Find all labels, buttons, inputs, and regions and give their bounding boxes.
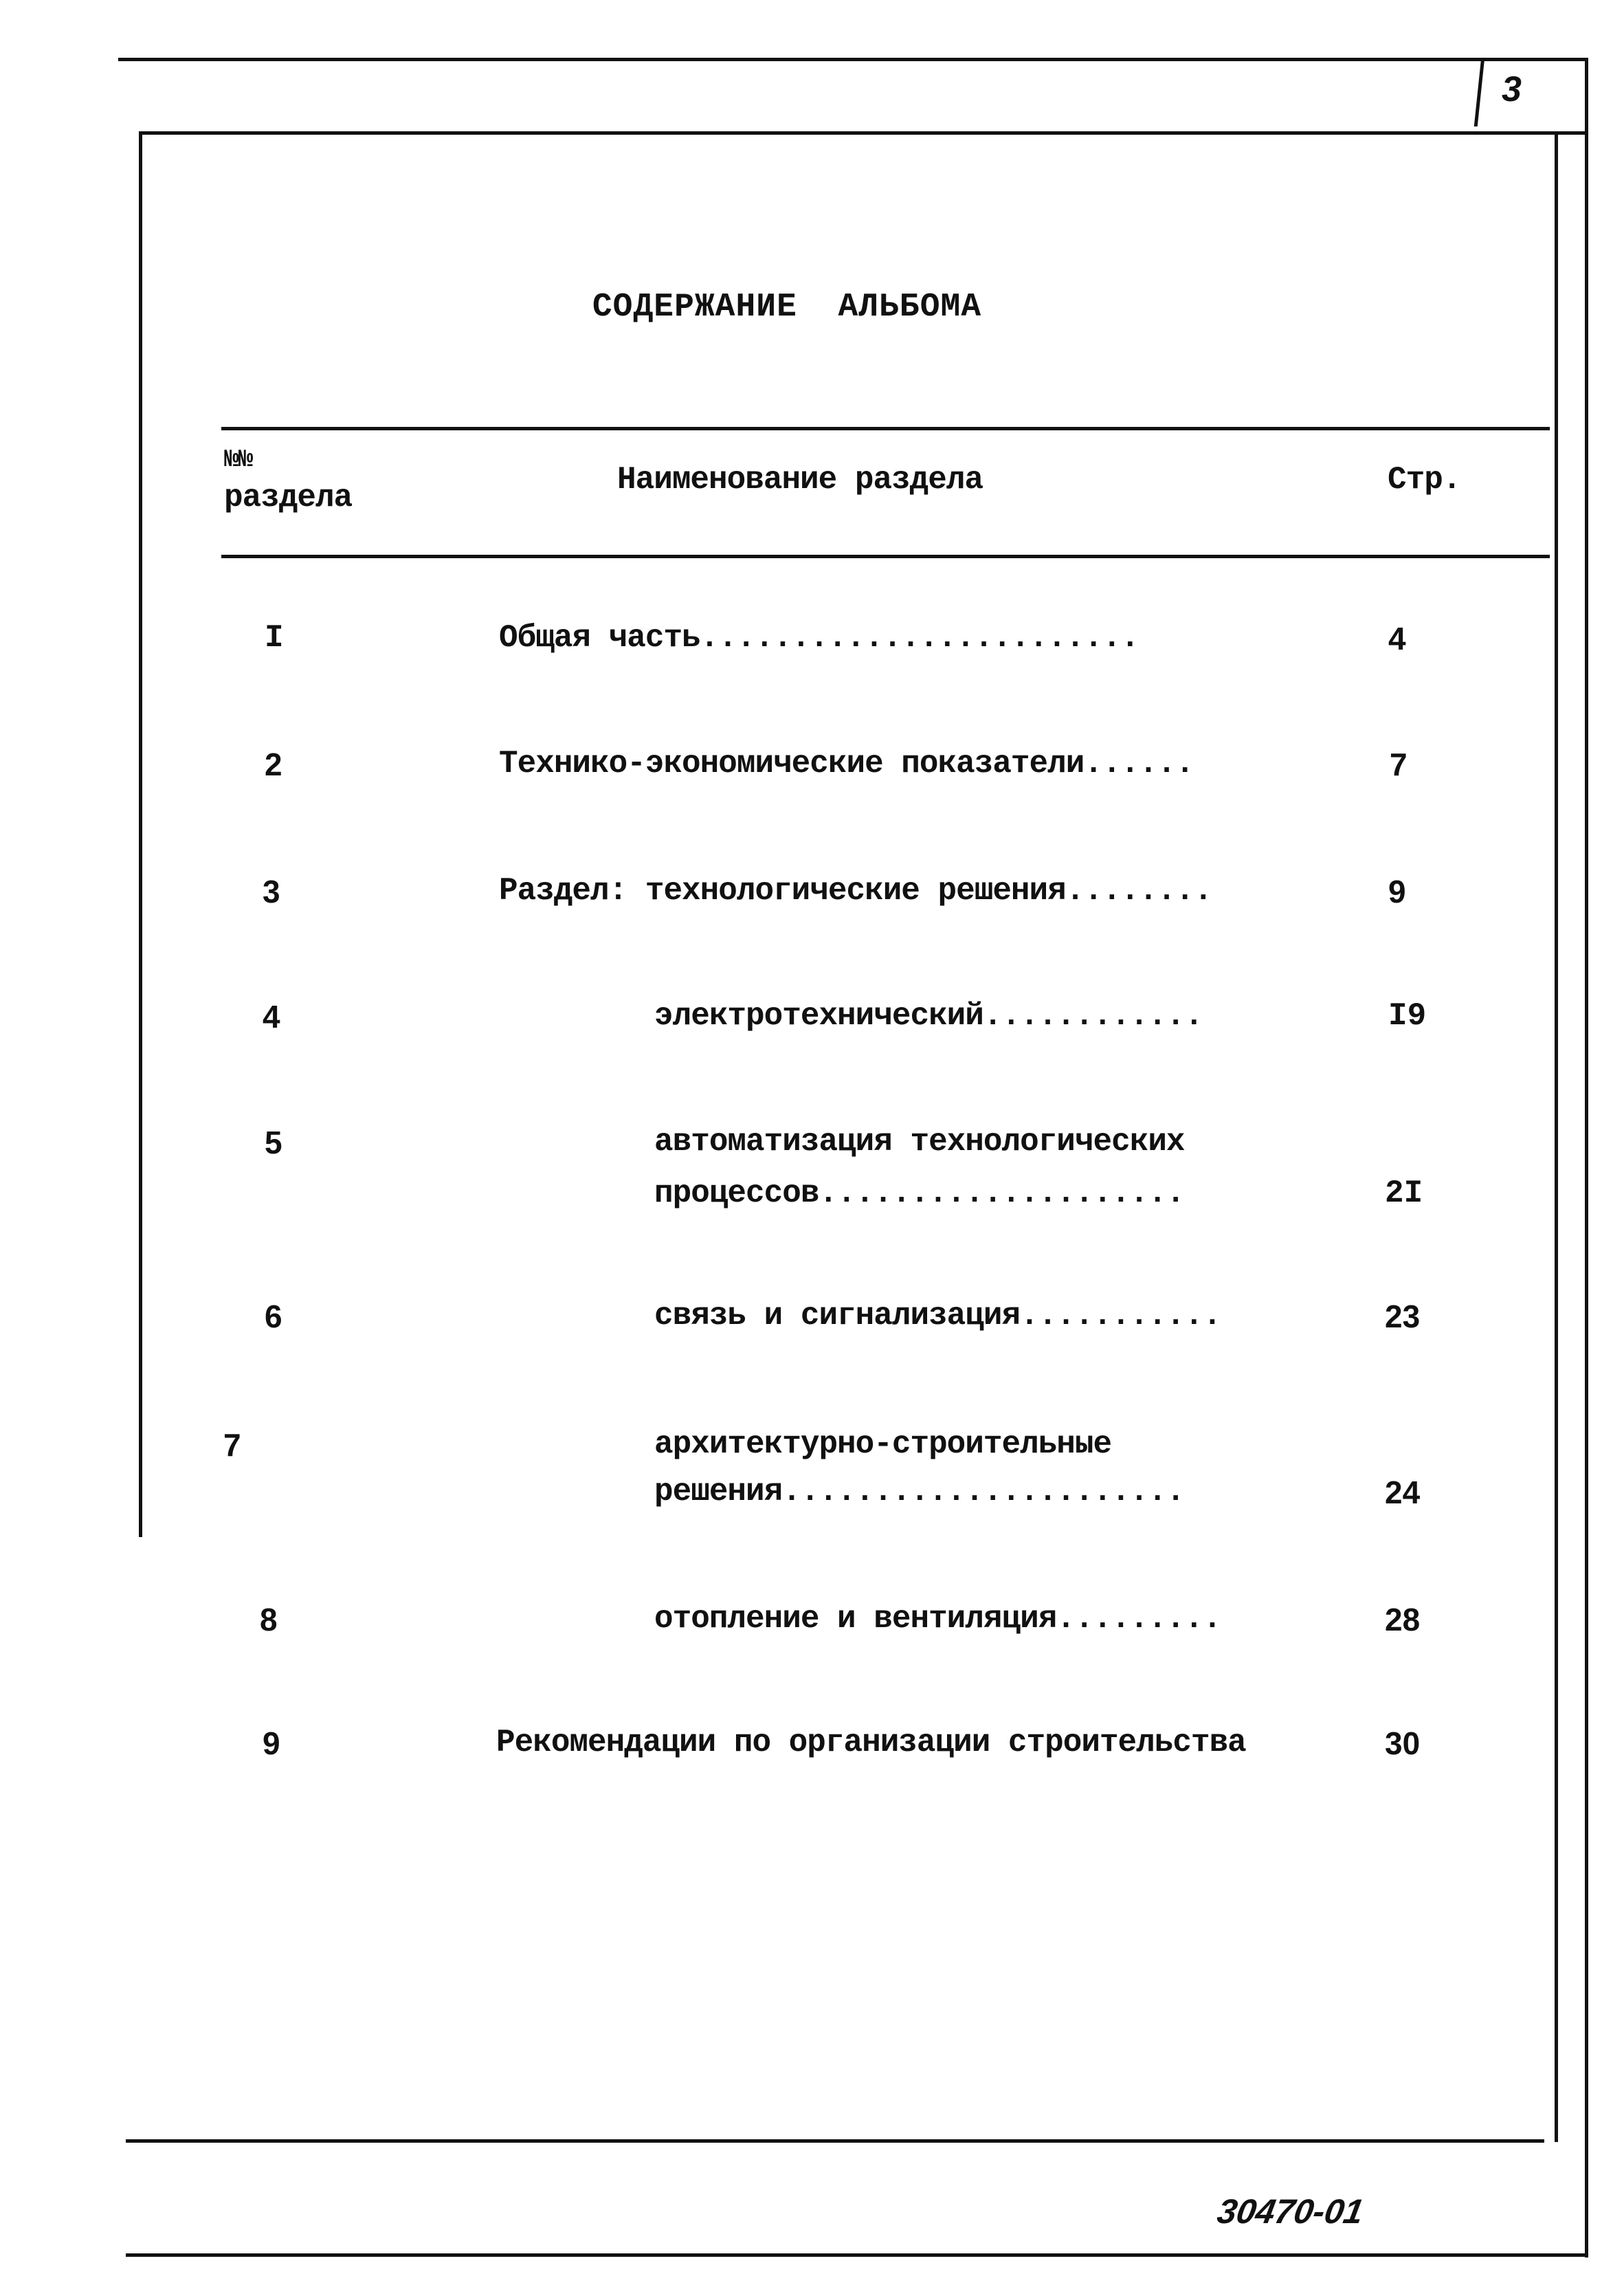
page-title: СОДЕРЖАНИЕ АЛЬБОМА [592, 289, 982, 326]
section-page: I9 [1388, 998, 1427, 1034]
section-number: 7 [223, 1427, 241, 1463]
sheet-number: 3 [1502, 69, 1522, 109]
sheet-number-box-left [1474, 58, 1485, 126]
section-page: 2I [1385, 1175, 1423, 1211]
section-number: I [265, 620, 284, 656]
section-name: Раздел: технологические решения........ [499, 873, 1212, 909]
bottom-outer-border [126, 2253, 1588, 2257]
document-code-stamp: 30470-01 [1214, 2192, 1367, 2231]
section-name: решения...................... [654, 1474, 1185, 1510]
section-number: 4 [263, 999, 280, 1035]
section-name: электротехнический............ [654, 998, 1203, 1034]
section-number: 3 [263, 874, 280, 909]
section-page: 23 [1385, 1299, 1421, 1334]
frame-right [1555, 131, 1558, 2142]
section-name: процессов.................... [654, 1175, 1185, 1211]
top-border [118, 58, 1588, 61]
header-page-label: Стр. [1388, 462, 1461, 498]
section-page: 4 [1388, 621, 1406, 656]
section-page: 9 [1388, 874, 1406, 909]
section-page: 7 [1390, 747, 1408, 782]
section-name: Технико-экономические показатели...... [499, 746, 1194, 782]
section-number: 5 [265, 1125, 282, 1160]
header-number-symbol: №№ [224, 445, 253, 474]
right-outer-border [1585, 58, 1588, 2258]
section-name: связь и сигнализация........... [654, 1298, 1221, 1334]
section-number: 9 [263, 1725, 280, 1761]
section-number: 8 [260, 1602, 278, 1637]
header-name-label: Наименование раздела [617, 462, 983, 498]
section-number: 2 [265, 747, 282, 782]
title-divider [221, 427, 1550, 430]
frame-bottom [126, 2139, 1544, 2143]
section-name: Рекомендации по организации строительства [496, 1725, 1246, 1760]
header-divider [221, 555, 1550, 558]
section-name: отопление и вентиляция......... [654, 1601, 1221, 1637]
section-page: 30 [1385, 1725, 1421, 1761]
section-number: 6 [265, 1299, 282, 1334]
section-name: автоматизация технологических [654, 1124, 1185, 1160]
frame-left [139, 131, 142, 1537]
section-name: Общая часть........................ [499, 620, 1139, 656]
section-page: 24 [1385, 1475, 1421, 1510]
frame-top [140, 131, 1586, 135]
section-name: архитектурно-строительные [654, 1426, 1112, 1462]
section-page: 28 [1385, 1602, 1421, 1637]
header-number-label: раздела [224, 480, 353, 516]
